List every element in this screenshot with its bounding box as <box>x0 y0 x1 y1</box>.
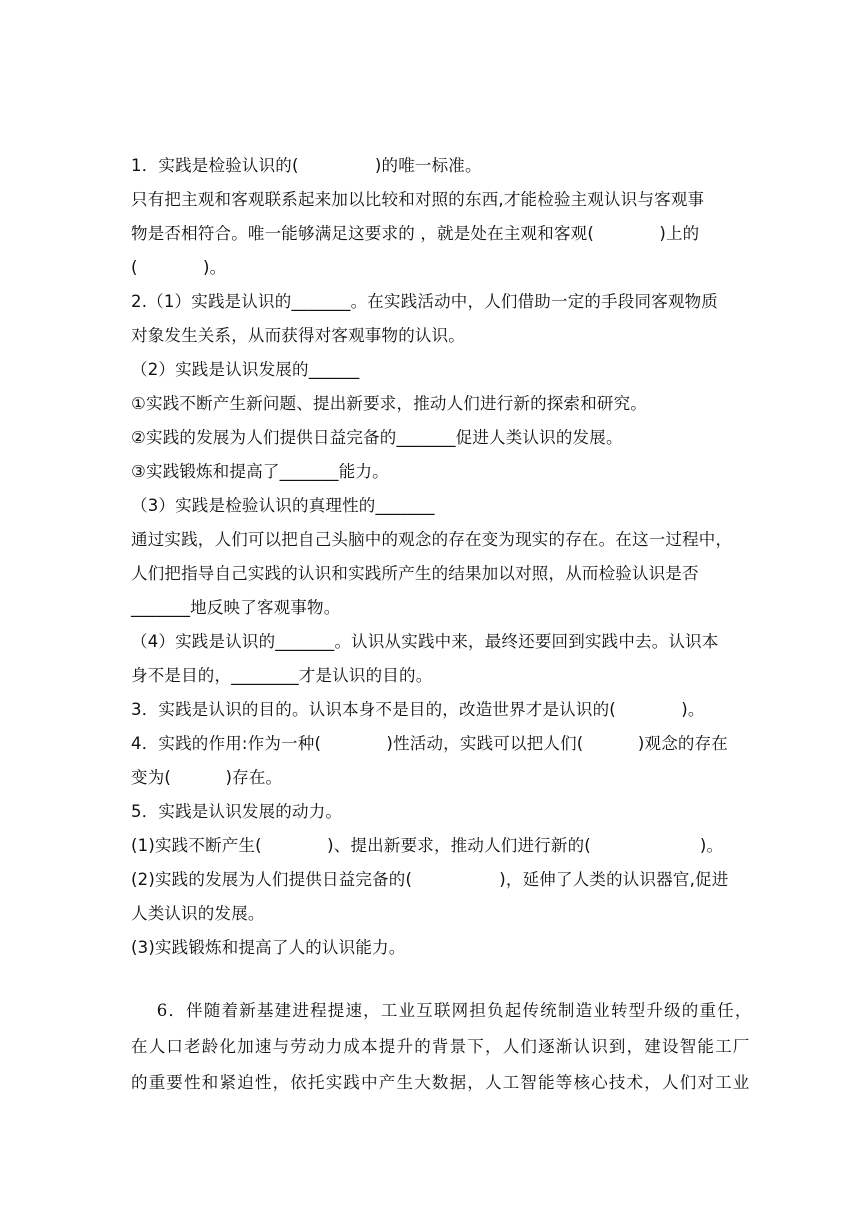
q2-part2-item-2: ②实践的发展为人们提供日益完备的_______促进人类认识的发展。 <box>131 428 623 447</box>
q1-line-1: 1．实践是检验认识的( )的唯一标准。 <box>131 156 482 175</box>
q6-line-3: 的重要性和紧迫性，依托实践中产生大数据，人工智能等核心技术，人们对工业 <box>131 1073 751 1092</box>
q2-part4-line-1: （4）实践是认识的_______。认识从实践中来，最终还要回到实践中去。认识本 <box>131 632 719 651</box>
q5-item-1: (1)实践不断产生( )、提出新要求，推动人们进行新的( )。 <box>131 836 724 855</box>
q6-line-1: 6．伴随着新基建进程提速，工业互联网担负起传统制造业转型升级的重任， <box>131 1001 753 1020</box>
q5-item-2-line-2: 人类认识的发展。 <box>131 904 265 923</box>
q2-part3-line-3: _______地反映了客观事物。 <box>131 598 341 617</box>
q2-line-1: 2.（1）实践是认识的_______。在实践活动中，人们借助一定的手段同客观物质 <box>131 292 718 311</box>
q2-part3-heading: （3）实践是检验认识的真理性的_______ <box>131 496 435 515</box>
q6-line-2: 在人口老龄化加速与劳动力成本提升的背景下，人们逐渐认识到，建设智能工厂 <box>131 1037 751 1056</box>
q4-line-1: 4．实践的作用:作为一种( )性活动，实践可以把人们( )观念的存在 <box>131 734 728 753</box>
q2-part2-heading: （2）实践是认识发展的______ <box>131 360 360 379</box>
q2-part3-line-2: 人们把指导自己实践的认识和实践所产生的结果加以对照，从而检验认识是否 <box>131 564 699 583</box>
q3-line: 3．实践是认识的目的。认识本身不是目的，改造世界才是认识的( )。 <box>131 700 705 719</box>
q2-part2-item-3: ③实践锻炼和提高了_______能力。 <box>131 462 389 481</box>
q2-part4-line-2: 身不是目的，________才是认识的目的。 <box>131 666 433 685</box>
q2-part3-line-1: 通过实践，人们可以把自己头脑中的观念的存在变为现实的存在。在这一过程中， <box>131 530 733 549</box>
q1-line-2: 只有把主观和客观联系起来加以比较和对照的东西,才能检验主观认识与客观事 <box>131 190 705 209</box>
q2-line-2: 对象发生关系，从而获得对客观事物的认识。 <box>131 326 465 345</box>
q5-item-3: (3)实践锻炼和提高了人的认识能力。 <box>131 938 406 957</box>
q2-part2-item-1: ①实践不断产生新问题、提出新要求，推动人们进行新的探索和研究。 <box>131 394 647 413</box>
q1-line-4: ( )。 <box>131 258 227 277</box>
q4-line-2: 变为( )存在。 <box>131 768 283 787</box>
q1-line-3: 物是否相符合。唯一能够满足这要求的 ，就是处在主观和客观( )上的 <box>131 224 700 243</box>
q5-heading: 5．实践是认识发展的动力。 <box>131 802 343 821</box>
q5-item-2-line-1: (2)实践的发展为人们提供日益完备的( )，延伸了人类的认识器官,促进 <box>131 870 729 889</box>
